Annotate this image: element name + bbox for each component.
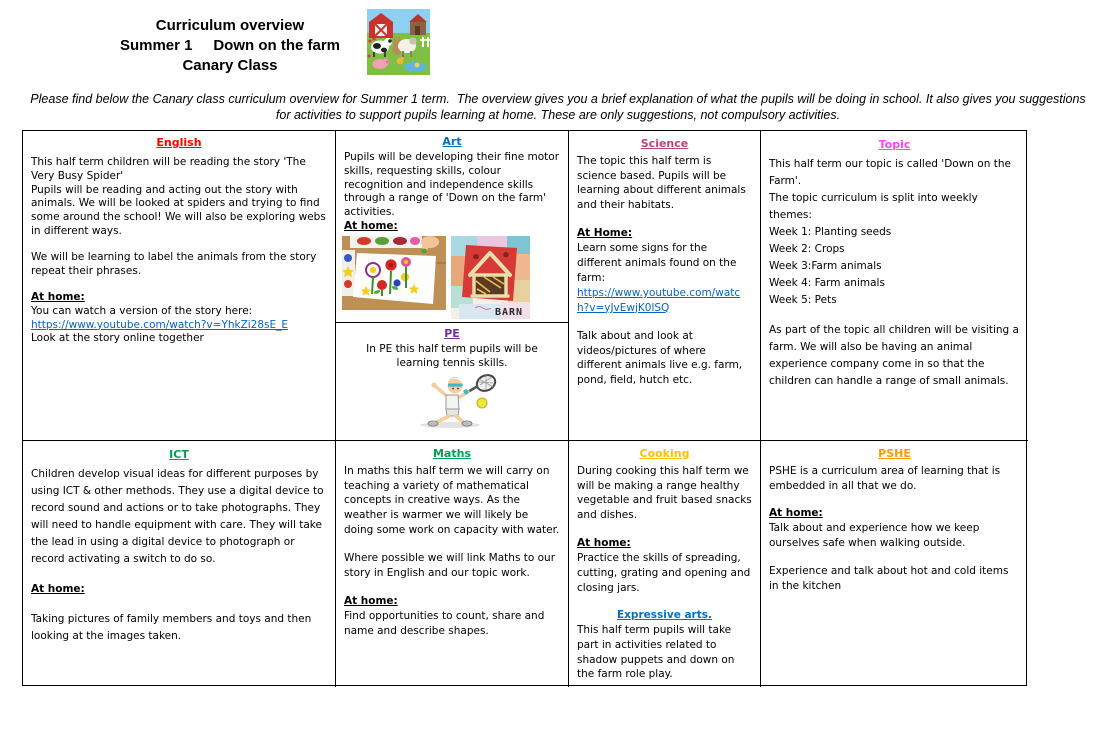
topic-week-3: Week 3:Farm animals — [769, 259, 882, 272]
expressive-arts-heading: Expressive arts. — [616, 608, 712, 621]
science-heading: Science — [640, 137, 689, 150]
curriculum-table — [22, 130, 1027, 686]
cooking-cell — [569, 441, 761, 687]
english-heading: English — [156, 136, 202, 149]
page-title-block — [85, 16, 375, 76]
intro-paragraph: Please find below the Canary class curriculum overview for Summer 1 term. The overview gives you a brief explanation of what the pupils will be doing in school. It also gives you suggestions for activities to support pupils learning at home. These are only suggestions, not compulsory activities. — [30, 92, 1090, 122]
science-p2: Learn some signs for the different animals found on the farm: — [577, 242, 737, 284]
english-p1: This half term children will be reading the story 'The Very Busy Spider' — [31, 156, 306, 182]
flower-painting-image — [342, 236, 446, 315]
english-p3: We will be learning to label the animals from the story repeat their phrases. — [31, 251, 317, 277]
ict-at-home-label: At home: — [31, 582, 85, 595]
pshe-heading: PSHE — [878, 447, 911, 460]
tennis-player-image — [344, 373, 560, 434]
topic-week-4: Week 4: Farm animals — [769, 276, 885, 289]
pe-heading: PE — [444, 327, 460, 340]
topic-week-5: Week 5: Pets — [769, 293, 837, 306]
maths-heading: Maths — [432, 447, 471, 460]
farm-scene-image — [367, 9, 430, 79]
art-at-home-label: At home: — [344, 219, 398, 232]
pshe-at-home-label: At home: — [769, 507, 823, 520]
cooking-p1: During cooking this half term we will be making a range healthy vegetable and fruit based snacks and dishes. — [577, 464, 752, 522]
art-p1: Pupils will be developing their fine motor skills, requesting skills, colour recognition and independence skills through a range of 'Down on the farm' activities. — [344, 151, 560, 218]
topic-cell — [761, 131, 1028, 441]
english-p5: Look at the story online together — [31, 332, 204, 345]
topic-heading: Topic — [878, 138, 911, 151]
pe-cell — [336, 323, 568, 440]
science-signs-link[interactable]: https://www.youtube.com/watch?v=yJvEwjK0lSQ — [577, 286, 741, 314]
topic-p3: As part of the topic all children will be visiting a farm. We will also be having an animal experience company come in so that the children can handle a range of small animals. — [769, 323, 1019, 387]
cooking-heading: Cooking — [639, 447, 690, 460]
pshe-p2: Talk about and experience how we keep ourselves safe when walking outside. — [769, 522, 980, 550]
maths-p3: Find opportunities to count, share and name and describe shapes. — [344, 609, 545, 637]
art-pe-column — [336, 131, 569, 441]
english-p4: You can watch a version of the story here: — [31, 305, 253, 318]
pshe-p3: Experience and talk about hot and cold items in the kitchen — [769, 565, 1009, 593]
pshe-cell — [761, 441, 1028, 687]
art-heading: Art — [442, 135, 462, 148]
english-at-home-label: At home: — [31, 291, 85, 304]
cooking-p2: Practice the skills of spreading, cutting, grating and opening and closing jars. — [577, 552, 751, 594]
science-p1: The topic this half term is science based. Pupils will be learning about different animals and their habitats. — [577, 154, 746, 212]
science-p3: Talk about and look at videos/pictures of where different animals live e.g. farm, pond, field, hutch etc. — [577, 329, 743, 387]
topic-week-1: Week 1: Planting seeds — [769, 225, 892, 238]
english-cell — [23, 131, 336, 441]
barn-craft-image — [451, 236, 530, 324]
topic-p1: This half term our topic is called 'Down on the Farm'. — [769, 157, 1011, 187]
barn-caption: BARN — [495, 307, 524, 319]
ict-p2: Taking pictures of family members and toys and then looking at the images taken. — [31, 612, 312, 642]
maths-cell — [336, 441, 569, 687]
page-subtitle-class: Canary Class — [182, 57, 278, 74]
english-story-link[interactable]: https://www.youtube.com/watch?v=YhkZi28sE_E — [31, 318, 289, 331]
pshe-p1: PSHE is a curriculum area of learning that is embedded in all that we do. — [769, 464, 1001, 492]
expressive-arts-p1: This half term pupils will take part in activities related to shadow puppets and down on the farm role play. — [577, 623, 735, 681]
pe-p1: In PE this half term pupils will be learning tennis skills. — [366, 343, 538, 369]
science-at-home-label: At Home: — [577, 227, 633, 240]
ict-cell — [23, 441, 336, 687]
ict-p1: Children develop visual ideas for different purposes by using ICT & other methods. They use a digital device to record sound and actions or to take photographs. They will need to handle equipment with care. They will take the lead in using a digital device to photograph or record activating a switch to do so. — [31, 467, 324, 565]
topic-p2: The topic curriculum is split into weekly themes: — [769, 191, 978, 221]
maths-at-home-label: At home: — [344, 594, 398, 607]
page-title: Curriculum overview — [155, 17, 305, 34]
cooking-at-home-label: At home: — [577, 537, 631, 550]
topic-week-2: Week 2: Crops — [769, 242, 845, 255]
art-cell — [336, 131, 568, 323]
ict-heading: ICT — [169, 448, 189, 461]
maths-p2: Where possible we will link Maths to our story in English and our topic work. — [344, 552, 556, 580]
english-p2: Pupils will be reading and acting out the story with animals. We will be looked at spiders and trying to find some around the school! We will also be exploring webs in different ways. — [31, 183, 326, 237]
science-cell — [569, 131, 761, 441]
page-subtitle-term: Summer 1 Down on the farm — [119, 37, 341, 54]
maths-p1: In maths this half term we will carry on teaching a variety of mathematical concepts in creative ways. As the weather is warmer we will likely be doing some work on capacity with water. — [344, 464, 560, 537]
